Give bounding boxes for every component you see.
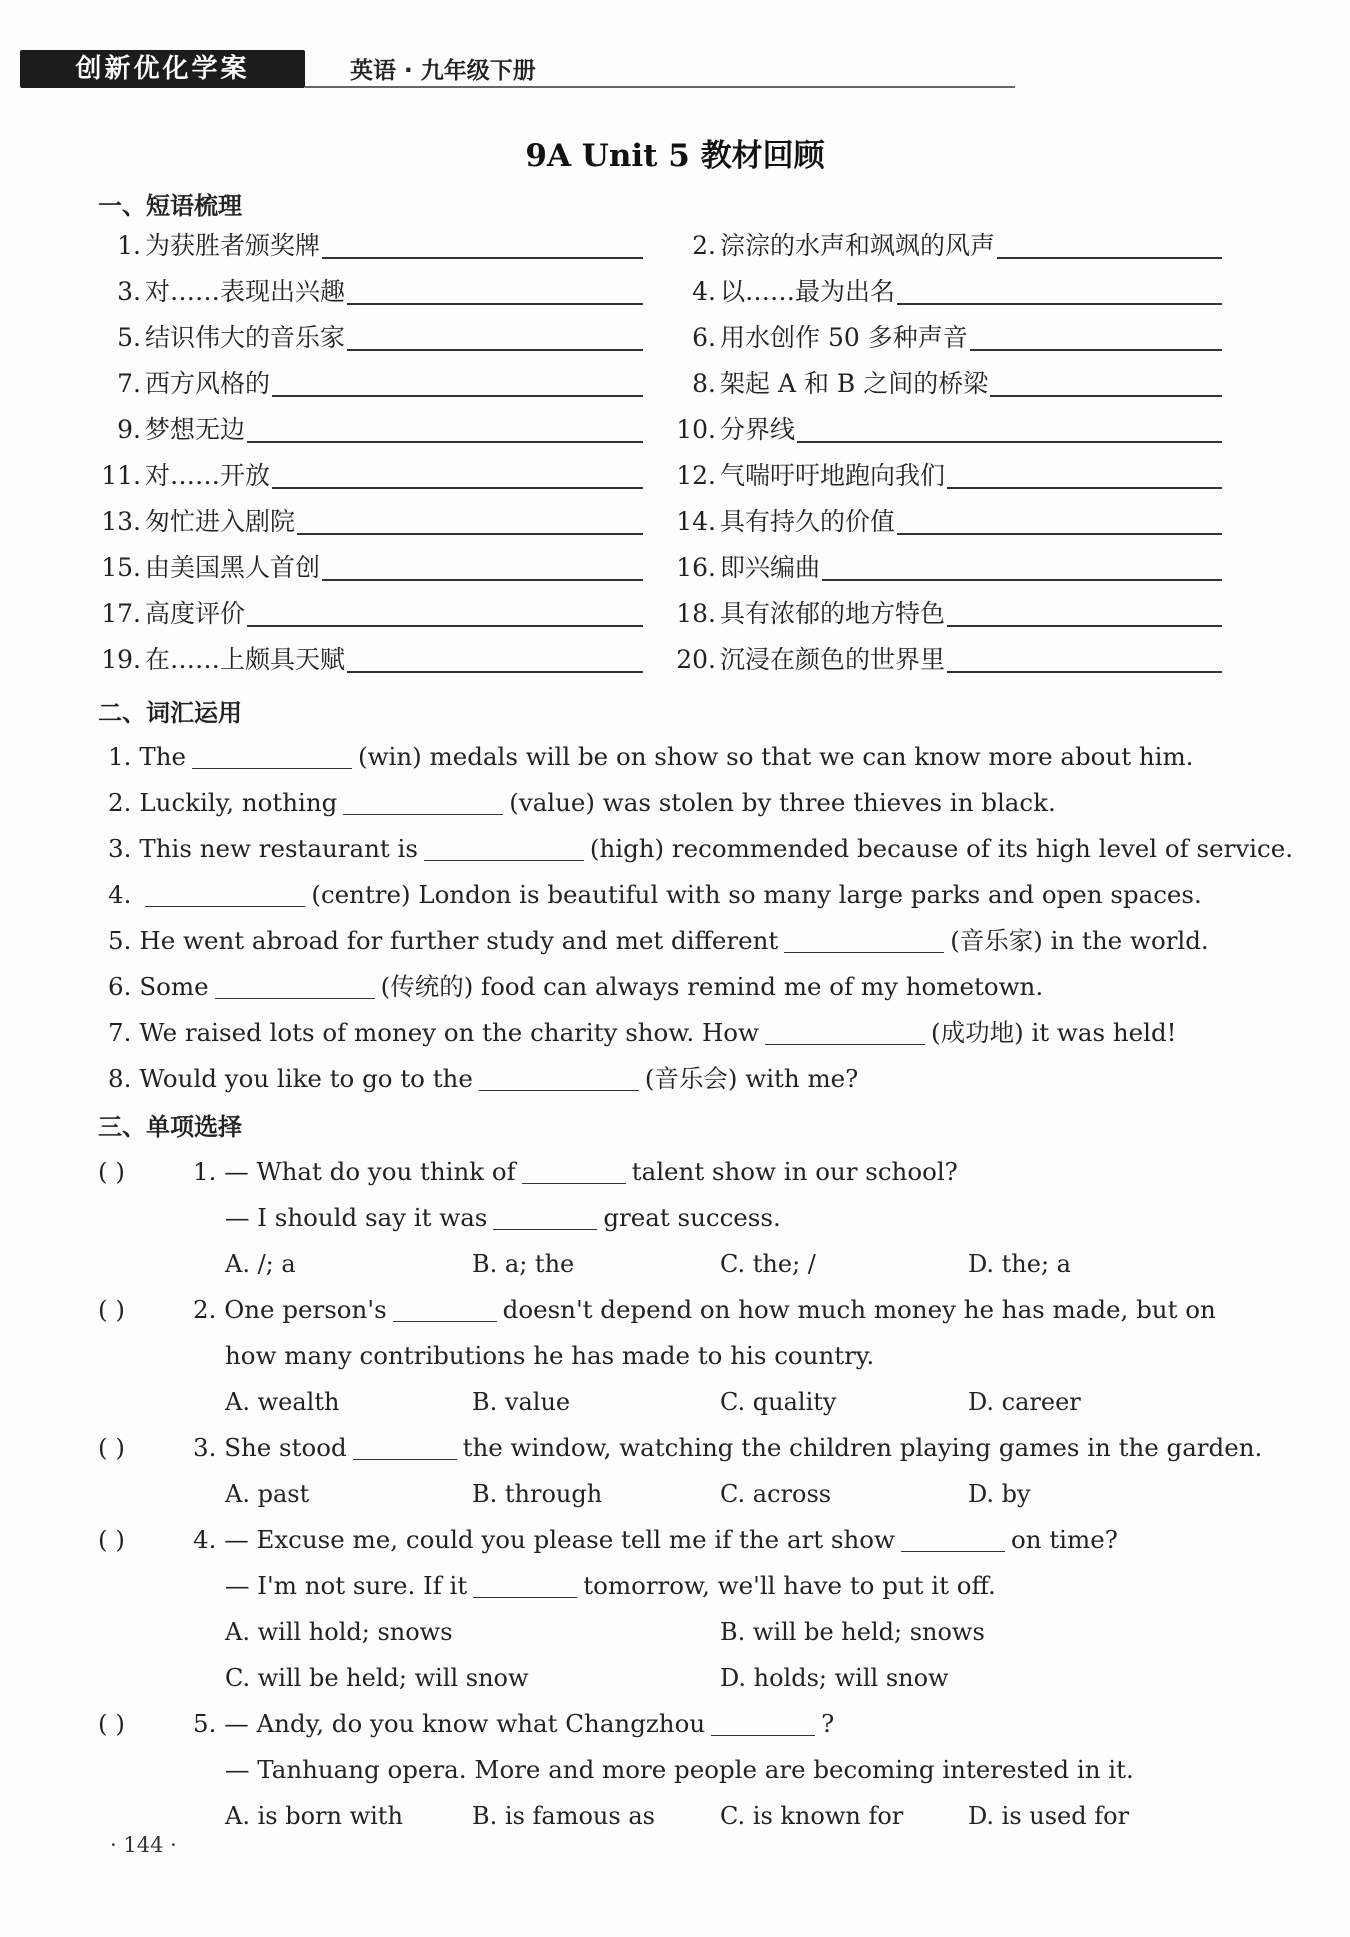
- answer-paren: ( ): [98, 1525, 125, 1554]
- phrase-item: [95, 413, 643, 447]
- answer-blank: [765, 1044, 925, 1045]
- phrase-item: [95, 643, 643, 677]
- option-d: D. by: [968, 1480, 1031, 1508]
- option-b: B. through: [472, 1480, 603, 1508]
- phrase-number: 18.: [676, 599, 716, 628]
- phrase-text: 具有浓郁的地方特色: [720, 599, 946, 628]
- answer-line: [947, 487, 1222, 489]
- question-5-line-2: — Tanhuang opera. More and more people are becoming interested in it.: [225, 1755, 1134, 1784]
- phrase-number: 6.: [692, 323, 716, 352]
- phrase-item: [670, 597, 1222, 631]
- question-text: One person's: [224, 1295, 387, 1324]
- vocab-item: [108, 1016, 1177, 1050]
- answer-blank: [353, 1459, 457, 1460]
- question-number: 3.: [193, 1433, 217, 1462]
- answer-paren: ( ): [98, 1709, 125, 1738]
- vocab-text-before: This new restaurant is: [139, 834, 418, 863]
- phrase-number: 11.: [101, 461, 141, 490]
- phrase-number: 2.: [692, 231, 716, 260]
- section-heading-vocab: 二、词汇运用: [98, 699, 242, 727]
- answer-line: [822, 579, 1222, 581]
- phrase-item: [95, 229, 643, 263]
- answer-blank: [393, 1321, 497, 1322]
- option-c: C. the; /: [720, 1250, 816, 1278]
- option-c: C. across: [720, 1480, 832, 1508]
- phrase-text: 分界线: [720, 415, 796, 444]
- answer-blank: [784, 952, 944, 953]
- answer-line: [247, 441, 643, 443]
- phrase-number: 4.: [692, 277, 716, 306]
- question-text: — I'm not sure. If it: [225, 1571, 468, 1600]
- question-text: She stood: [224, 1433, 347, 1462]
- phrase-item: [670, 413, 1222, 447]
- phrase-number: 20.: [676, 645, 716, 674]
- phrase-item: [670, 643, 1222, 677]
- answer-blank: [479, 1090, 639, 1091]
- question-text: talent show in our school?: [631, 1157, 958, 1186]
- option-b: B. is famous as: [472, 1802, 655, 1830]
- question-text: — I should say it was: [225, 1203, 488, 1232]
- answer-blank: [343, 814, 503, 815]
- brand-logo: 创新优化学案: [20, 50, 305, 88]
- answer-line: [970, 349, 1222, 351]
- option-a: A. past: [225, 1480, 310, 1508]
- vocab-text-before: Would you like to go to the: [139, 1064, 473, 1093]
- option-c: C. quality: [720, 1388, 837, 1416]
- question-number: 4.: [193, 1525, 217, 1554]
- phrase-text: 淙淙的水声和飒飒的风声: [720, 231, 996, 260]
- answer-line: [272, 395, 643, 397]
- vocab-text-after: (传统的) food can always remind me of my hometown.: [380, 972, 1044, 1001]
- vocab-text-after: (win) medals will be on show so that we can know more about him.: [358, 742, 1194, 771]
- phrase-text: 为获胜者颁奖牌: [145, 231, 321, 260]
- question-text: doesn't depend on how much money he has made, but on: [502, 1295, 1216, 1324]
- answer-line: [897, 303, 1222, 305]
- question-text: — Excuse me, could you please tell me if the art show: [224, 1525, 895, 1554]
- vocab-text-before: The: [139, 742, 187, 771]
- vocab-number: 1.: [108, 742, 132, 771]
- phrase-text: 由美国黑人首创: [145, 553, 321, 582]
- phrase-item: [95, 367, 643, 401]
- question-number: 5.: [193, 1709, 217, 1738]
- phrase-item: [670, 551, 1222, 585]
- option-b: B. will be held; snows: [720, 1618, 985, 1646]
- phrase-item: [670, 275, 1222, 309]
- phrase-number: 12.: [676, 461, 716, 490]
- phrase-text: 匆忙进入剧院: [145, 507, 296, 536]
- vocab-text-after: (centre) London is beautiful with so many large parks and open spaces.: [311, 880, 1202, 909]
- phrase-text: 结识伟大的音乐家: [145, 323, 346, 352]
- vocab-number: 3.: [108, 834, 132, 863]
- phrase-number: 15.: [101, 553, 141, 582]
- question-5: [193, 1707, 834, 1741]
- vocab-item: [108, 832, 1293, 866]
- answer-line: [897, 533, 1222, 535]
- phrase-text: 高度评价: [145, 599, 246, 628]
- vocab-text-before: Luckily, nothing: [139, 788, 338, 817]
- answer-line: [990, 395, 1222, 397]
- answer-line: [347, 303, 643, 305]
- page-header: [20, 50, 1340, 94]
- option-d: D. the; a: [968, 1250, 1071, 1278]
- phrase-number: 5.: [117, 323, 141, 352]
- vocab-number: 5.: [108, 926, 132, 955]
- question-1: [193, 1155, 958, 1189]
- question-4: [193, 1523, 1118, 1557]
- question-number: 1.: [193, 1157, 217, 1186]
- answer-blank: [473, 1597, 577, 1598]
- header-divider: [305, 86, 1015, 88]
- phrase-item: [670, 229, 1222, 263]
- phrase-item: [95, 505, 643, 539]
- phrase-text: 即兴编曲: [720, 553, 821, 582]
- answer-blank: [145, 906, 305, 907]
- vocab-text-before: Some: [139, 972, 209, 1001]
- phrase-item: [95, 597, 643, 631]
- question-text: — What do you think of: [224, 1157, 516, 1186]
- phrase-text: 架起 A 和 B 之间的桥梁: [720, 369, 989, 398]
- answer-line: [347, 349, 643, 351]
- answer-line: [997, 257, 1222, 259]
- option-c: C. is known for: [720, 1802, 904, 1830]
- vocab-item: [108, 786, 1056, 820]
- answer-line: [347, 671, 643, 673]
- phrase-text: 对……表现出兴趣: [145, 277, 346, 306]
- answer-blank: [215, 998, 375, 999]
- phrase-number: 19.: [101, 645, 141, 674]
- question-2-line-2: how many contributions he has made to his country.: [225, 1341, 875, 1370]
- option-d: D. holds; will snow: [720, 1664, 949, 1692]
- phrase-number: 14.: [676, 507, 716, 536]
- answer-line: [297, 533, 643, 535]
- phrase-number: 8.: [692, 369, 716, 398]
- option-a: A. will hold; snows: [225, 1618, 453, 1646]
- phrase-text: 梦想无边: [145, 415, 246, 444]
- vocab-item: [108, 878, 1202, 912]
- question-text: the window, watching the children playing games in the garden.: [462, 1433, 1263, 1462]
- answer-blank: [522, 1183, 626, 1184]
- question-text: — Andy, do you know what Changzhou: [224, 1709, 706, 1738]
- option-a: A. is born with: [225, 1802, 403, 1830]
- answer-blank: [711, 1735, 815, 1736]
- vocab-item: [108, 970, 1043, 1004]
- question-text: great success.: [603, 1203, 781, 1232]
- vocab-text-after: (high) recommended because of its high level of service.: [589, 834, 1294, 863]
- phrase-item: [95, 275, 643, 309]
- answer-line: [322, 579, 643, 581]
- phrase-number: 13.: [101, 507, 141, 536]
- vocab-number: 7.: [108, 1018, 132, 1047]
- answer-line: [947, 671, 1222, 673]
- phrase-item: [670, 459, 1222, 493]
- question-2: [193, 1293, 1216, 1327]
- option-a: A. /; a: [225, 1250, 296, 1278]
- phrase-item: [95, 551, 643, 585]
- vocab-text-after: (音乐家) in the world.: [950, 926, 1209, 955]
- phrase-item: [670, 505, 1222, 539]
- phrase-number: 7.: [117, 369, 141, 398]
- phrase-text: 对……开放: [145, 461, 271, 490]
- vocab-text-after: (成功地) it was held!: [931, 1018, 1177, 1047]
- vocab-number: 2.: [108, 788, 132, 817]
- phrase-number: 3.: [117, 277, 141, 306]
- answer-line: [272, 487, 643, 489]
- question-1-line-2: [225, 1201, 781, 1235]
- page-number: · 144 ·: [110, 1833, 177, 1857]
- vocab-text-before: He went abroad for further study and met different: [139, 926, 779, 955]
- vocab-text-after: (value) was stolen by three thieves in black.: [509, 788, 1056, 817]
- question-number: 2.: [193, 1295, 217, 1324]
- phrase-item: [95, 459, 643, 493]
- phrase-number: 17.: [101, 599, 141, 628]
- answer-blank: [424, 860, 584, 861]
- phrase-number: 10.: [676, 415, 716, 444]
- vocab-text-after: (音乐会) with me?: [644, 1064, 859, 1093]
- question-4-line-2: [225, 1569, 996, 1603]
- vocab-item: [108, 924, 1209, 958]
- page-title: 9A Unit 5 教材回顾: [525, 138, 825, 174]
- option-c: C. will be held; will snow: [225, 1664, 529, 1692]
- question-text: ?: [821, 1709, 835, 1738]
- option-d: D. is used for: [968, 1802, 1130, 1830]
- vocab-number: 4.: [108, 880, 132, 909]
- question-text: tomorrow, we'll have to put it off.: [583, 1571, 996, 1600]
- phrase-text: 具有持久的价值: [720, 507, 896, 536]
- option-d: D. career: [968, 1388, 1081, 1416]
- answer-blank: [493, 1229, 597, 1230]
- option-b: B. value: [472, 1388, 571, 1416]
- vocab-number: 6.: [108, 972, 132, 1001]
- phrase-text: 以……最为出名: [720, 277, 896, 306]
- answer-line: [797, 441, 1222, 443]
- phrase-text: 西方风格的: [145, 369, 271, 398]
- subject-label: 英语 · 九年级下册: [350, 58, 536, 84]
- option-b: B. a; the: [472, 1250, 575, 1278]
- phrase-text: 沉浸在颜色的世界里: [720, 645, 946, 674]
- option-a: A. wealth: [225, 1388, 340, 1416]
- answer-line: [947, 625, 1222, 627]
- vocab-number: 8.: [108, 1064, 132, 1093]
- answer-paren: ( ): [98, 1157, 125, 1186]
- phrase-text: 用水创作 50 多种声音: [720, 323, 968, 352]
- vocab-item: [108, 1062, 858, 1096]
- answer-paren: ( ): [98, 1433, 125, 1462]
- question-text: on time?: [1011, 1525, 1118, 1554]
- phrase-item: [670, 367, 1222, 401]
- answer-line: [247, 625, 643, 627]
- answer-paren: ( ): [98, 1295, 125, 1324]
- phrase-text: 在……上颇具天赋: [145, 645, 346, 674]
- phrase-item: [95, 321, 643, 355]
- vocab-text-before: We raised lots of money on the charity show. How: [139, 1018, 760, 1047]
- phrase-number: 1.: [117, 231, 141, 260]
- answer-blank: [192, 768, 352, 769]
- answer-blank: [901, 1551, 1005, 1552]
- question-3: [193, 1431, 1262, 1465]
- section-heading-phrases: 一、短语梳理: [98, 192, 242, 220]
- phrase-number: 9.: [117, 415, 141, 444]
- phrase-item: [670, 321, 1222, 355]
- section-heading-choice: 三、单项选择: [98, 1113, 242, 1141]
- phrase-number: 16.: [676, 553, 716, 582]
- vocab-item: [108, 740, 1193, 774]
- phrase-text: 气喘吁吁地跑向我们: [720, 461, 946, 490]
- answer-line: [322, 257, 643, 259]
